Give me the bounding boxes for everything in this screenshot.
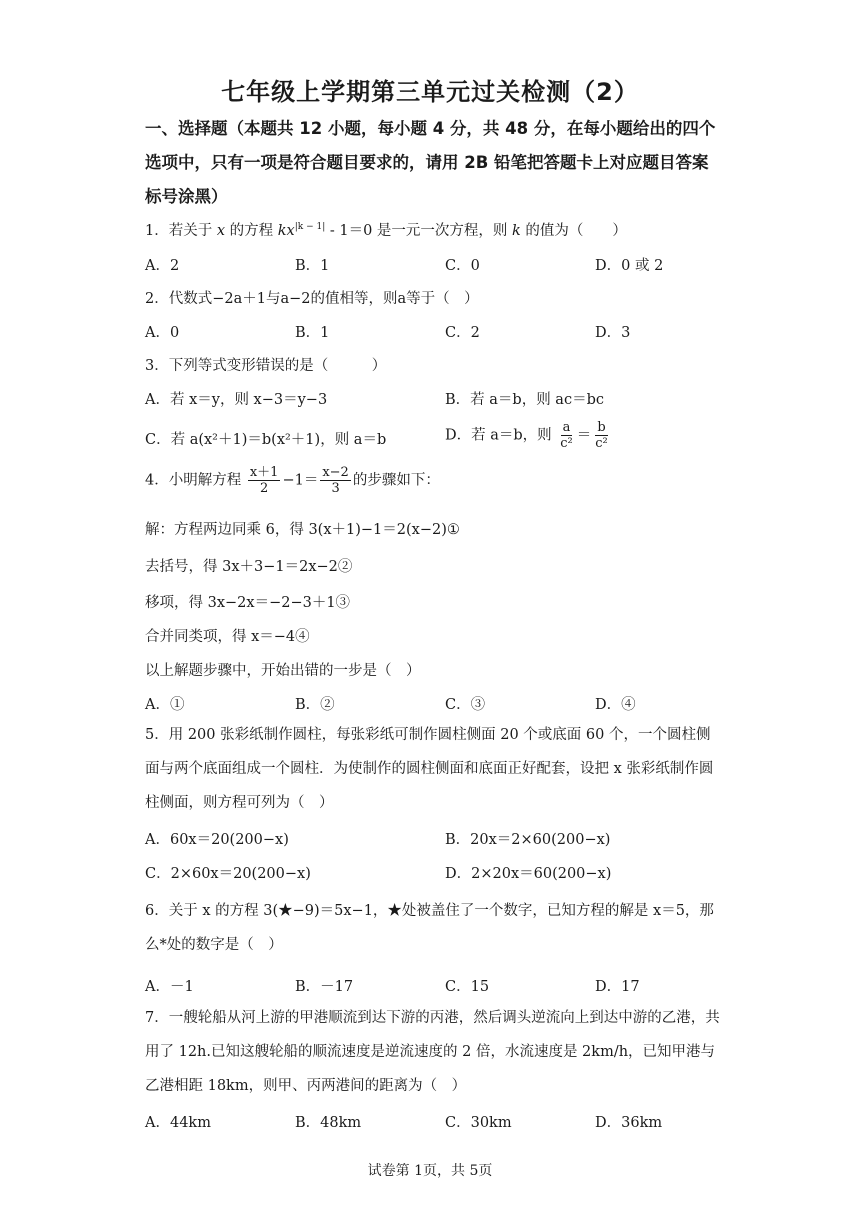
question-2: 2．代数式−2a＋1与a−2的值相等，则a等于（ ） [145,291,479,307]
q6-option-b: B．－17 [295,979,354,995]
q4-step-1: 解：方程两边同乘 6，得 3(x＋1)−1＝2(x−2)① [145,522,460,538]
question-7: 7．一艘轮船从河上游的甲港顺流到达下游的丙港，然后调头逆流向上到达中游的乙港，共用了 12h.已知这艘轮船的顺流速度是逆流速度的 2 倍，水流速度是 2km/h，已知甲港与乙港相距 18km，则甲、丙两港间的距离为（ ） [145,1010,720,1094]
question-5: 5．用 200 张彩纸制作圆柱，每张彩纸可制作圆柱侧面 20 个或底面 60 个，一个圆柱侧面与两个底面组成一个圆柱．为使制作的圆柱侧面和底面正好配套，设把 x 张彩纸制作圆柱侧面，则方程可列为（ ） [145,727,714,811]
question-1: 1．若关于 x 的方程 $kx^{|k - 1|} - 1=0$ 是一元一次方程，则 k 的值为（ ） [145,222,627,239]
question-4: 4．小明解方程 $\frac{x+1}{2}$ −1＝ $\frac{x-2}{3}$ 的步骤如下： [145,465,440,496]
q2-option-a: A．0 [145,325,180,341]
q4-option-d: D．④ [595,697,636,713]
section-heading: 一、选择题（本题共 12 小题，每小题 4 分，共 48 分，在每小题给出的四个选项中，只有一项是符合题目要求的，请用 2B 铅笔把答题卡上对应题目答案标号涂黑） [145,119,716,206]
q4-step-3: 移项，得 3x−2x＝−2−3＋1③ [145,595,351,611]
q3-option-b: B．若 a＝b，则 ac＝bc [445,392,604,408]
page-footer: 试卷第 1页，共 5页 [367,1163,493,1179]
q4-option-b: B．② [295,697,335,713]
q1-option-b: B．1 [295,258,330,274]
fraction-x-minus-2-over-3: $\frac{x-2}{3}$ [322,465,349,496]
q7-option-d: D．36km [595,1115,663,1131]
q7-option-a: A．44km [145,1115,211,1131]
q2-option-d: D．3 [595,325,631,341]
q5-option-b: B．20x＝2×60(200−x) [445,832,611,848]
q2-option-b: B．1 [295,325,330,341]
page-title: 七年级上学期第三单元过关检测（2） [221,78,639,106]
question-3: 3．下列等式变形错误的是（ ） [145,358,387,374]
q7-option-b: B．48km [295,1115,362,1131]
q3-option-c: C．若 a(x²＋1)＝b(x²＋1)，则 a＝b [145,432,387,448]
q4-step-4: 合并同类项，得 x＝−4④ [145,629,310,645]
q6-option-c: C．15 [445,979,490,995]
q1-option-c: C．0 [445,258,480,274]
q4-option-a: A．① [145,697,185,713]
q6-option-a: A．－1 [145,979,194,995]
q7-option-c: C．30km [445,1115,512,1131]
question-6: 6．关于 x 的方程 3(★−9)＝5x−1，★处被盖住了一个数字，已知方程的解是 x＝5，那么*处的数字是（ ） [145,903,714,953]
q4-step-2: 去括号，得 3x＋3−1＝2x−2② [145,559,353,575]
q4-ask: 以上解题步骤中，开始出错的一步是（ ） [145,663,421,679]
q6-option-d: D．17 [595,979,640,995]
q1-option-d: D．0 或 2 [595,258,664,274]
fraction-b-over-c2: $\frac{b}{\text{c²}}$ [595,420,608,451]
q3-option-d: D．若 a＝b，则 $\frac{a}{\text{c²}}$ ＝ $\frac{b}{\text{c²}}$ [445,420,608,451]
fraction-a-over-c2: $\frac{a}{\text{c²}}$ [560,420,573,451]
q2-option-c: C．2 [445,325,480,341]
q4-option-c: C．③ [445,697,486,713]
q5-option-d: D．2×20x＝60(200−x) [445,866,612,882]
q5-option-a: A．60x＝20(200−x) [145,832,289,848]
q5-option-c: C．2×60x＝20(200−x) [145,866,311,882]
fraction-x-plus-1-over-2: $\frac{x+1}{2}$ [249,465,279,496]
q1-option-a: A．2 [145,258,180,274]
q3-option-a: A．若 x＝y，则 x−3＝y−3 [145,392,328,408]
